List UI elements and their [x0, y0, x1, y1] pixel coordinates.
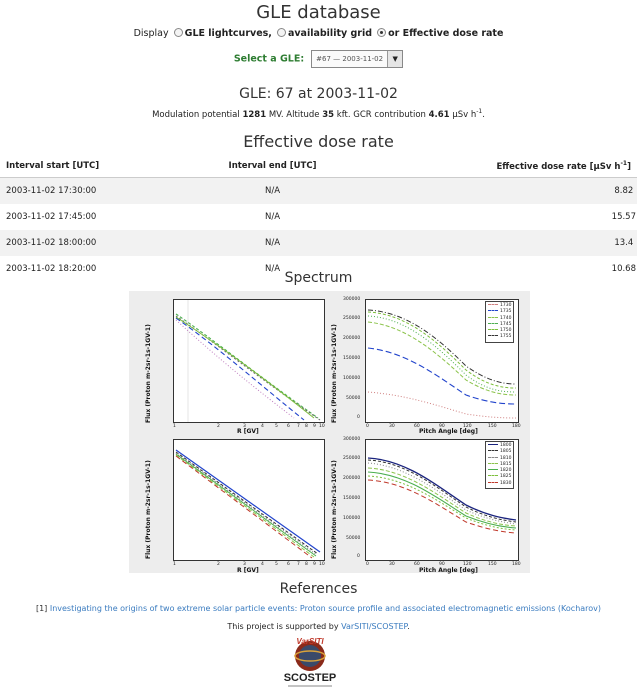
- gle-select-label: Select a GLE:: [233, 53, 305, 65]
- radio-lightcurves[interactable]: [174, 28, 183, 37]
- tick-label: 10: [319, 424, 325, 429]
- tick-label: 0: [366, 562, 369, 567]
- tick-label: 9: [313, 562, 316, 567]
- tick-label: 150000: [343, 356, 361, 361]
- radio-effective-dose[interactable]: [377, 28, 386, 37]
- gcr-value: 4.61: [428, 109, 450, 120]
- tick-label: 300000: [343, 297, 361, 302]
- gle-select-value: #67 — 2003-11-02: [316, 55, 384, 63]
- tick-label: 30: [389, 562, 395, 567]
- tick-label: 2: [217, 562, 220, 567]
- tick-label: 30: [389, 424, 395, 429]
- reference-number: [1]: [35, 604, 48, 613]
- row-start: 2003-11-02 18:20:00: [6, 264, 97, 274]
- y-axis-label: Flux (Proton m-2sr-1s-1GV-1): [145, 460, 152, 559]
- tick-label: 200000: [343, 476, 361, 481]
- legend-entry: 1730: [500, 303, 512, 308]
- tick-label: 60: [414, 424, 420, 429]
- row-end: N/A: [264, 212, 281, 222]
- tick-label: 5: [275, 562, 278, 567]
- display-prefix: Display: [133, 28, 169, 39]
- tick-label: 4: [261, 562, 264, 567]
- tick-label: 90: [439, 562, 445, 567]
- row-start: 2003-11-02 17:45:00: [6, 212, 97, 222]
- tick-label: 180: [512, 424, 521, 429]
- y-axis-label: Flux (Proton m-2sr-1s-1GV-1): [145, 324, 152, 423]
- tick-label: 6: [287, 424, 290, 429]
- col-dose-rate: [362, 155, 637, 178]
- tick-label: 100000: [343, 376, 361, 381]
- legend-entry: 1735: [500, 309, 512, 315]
- tick-label: 90: [439, 424, 445, 429]
- gle-heading: GLE: 67 at 2003-11-02: [239, 86, 398, 102]
- tick-label: 250000: [343, 316, 361, 321]
- dose-table: [0, 155, 637, 282]
- tick-label: 0: [357, 415, 360, 420]
- tick-label: 5: [275, 424, 278, 429]
- tick-label: 300000: [343, 437, 361, 442]
- tick-label: 7: [297, 424, 300, 429]
- tick-label: 120: [463, 424, 472, 429]
- row-end: N/A: [183, 178, 361, 205]
- spectrum-curves: [174, 440, 324, 560]
- modulation-info: [0, 108, 637, 120]
- row-rate: 8.82: [362, 178, 637, 205]
- y-axis-label: Flux (Proton m-2sr-1s-1GV-1): [331, 460, 338, 559]
- row-start: 2003-11-02 18:00:00: [0, 230, 183, 256]
- col-interval-end: Interval end [UTC]: [183, 155, 361, 178]
- col-dose-rate-close: ]: [627, 161, 631, 172]
- logo-text-top: VarSITI: [296, 637, 324, 646]
- modulation-unit: MV. Altitude: [268, 109, 320, 120]
- altitude-unit: kft. GCR contribution: [336, 109, 426, 120]
- tick-label: 10: [319, 562, 325, 567]
- col-dose-rate-exp: -1: [620, 160, 628, 168]
- gcr-unit: μSv h: [452, 109, 477, 120]
- altitude-value: 35: [322, 109, 335, 120]
- spectrum-figure: [129, 291, 530, 573]
- row-start: 2003-11-02 17:30:00: [0, 178, 183, 205]
- legend-entry: 1745: [500, 321, 512, 327]
- legend-entry: 1805: [500, 449, 512, 455]
- tick-label: 100000: [343, 516, 361, 521]
- y-axis-label: Flux (Proton m-2sr-1s-1GV-1): [331, 324, 338, 423]
- tick-label: 7: [297, 562, 300, 567]
- modulation-value: 1281: [242, 109, 267, 120]
- tick-label: 3: [243, 424, 246, 429]
- dose-heading: Effective dose rate: [243, 132, 394, 151]
- legend-entry: 1750: [500, 328, 512, 334]
- radio-effective-dose-label[interactable]: or Effective dose rate: [388, 28, 504, 39]
- row-rate: 13.4: [362, 230, 637, 256]
- tick-label: 4: [261, 424, 264, 429]
- x-axis-label: Pitch Angle [deg]: [419, 567, 478, 574]
- tick-label: 6: [287, 562, 290, 567]
- tick-label: 250000: [343, 456, 361, 461]
- plot-rigidity-top: [173, 299, 325, 423]
- row-end: N/A: [183, 230, 361, 256]
- legend-entry: 1820: [500, 468, 512, 474]
- x-axis-label: R [GV]: [237, 567, 259, 574]
- spectrum-curves: [174, 300, 324, 422]
- legend-entry: 1755: [500, 334, 512, 340]
- tick-label: 9: [313, 424, 316, 429]
- legend-top: [485, 301, 514, 343]
- radio-availability-grid[interactable]: [277, 28, 286, 37]
- x-axis-label: R [GV]: [237, 428, 259, 435]
- table-row: [0, 230, 637, 256]
- plot-rigidity-bottom: [173, 439, 325, 561]
- tick-label: 0: [366, 424, 369, 429]
- legend-bottom: [485, 441, 514, 489]
- tick-label: 200000: [343, 336, 361, 341]
- support-prefix: This project is supported by: [227, 622, 339, 631]
- col-interval-start: Interval start [UTC]: [0, 155, 183, 178]
- support-suffix: .: [407, 622, 410, 631]
- page-title: GLE database: [256, 2, 381, 23]
- logo-text-bottom: SCOSTEP: [283, 672, 337, 684]
- x-axis-label: Pitch Angle [deg]: [419, 428, 478, 435]
- scostep-logo[interactable]: [278, 634, 342, 692]
- legend-entry: 1830: [500, 480, 512, 486]
- tick-label: 150000: [343, 496, 361, 501]
- radio-availability-label[interactable]: availability grid: [287, 28, 373, 39]
- support-line: [0, 622, 637, 631]
- tick-label: 2: [217, 424, 220, 429]
- references-heading: References: [279, 581, 358, 597]
- tick-label: 1: [173, 424, 176, 429]
- legend-entry: 1815: [500, 461, 512, 467]
- table-row: [0, 178, 637, 205]
- chevron-down-icon[interactable]: ▼: [387, 51, 402, 67]
- radio-lightcurves-label[interactable]: GLE lightcurves,: [184, 28, 272, 39]
- tick-label: 8: [305, 562, 308, 567]
- modulation-prefix: Modulation potential: [152, 109, 240, 120]
- tick-label: 180: [512, 562, 521, 567]
- tick-label: 50000: [346, 536, 361, 541]
- tick-label: 60: [414, 562, 420, 567]
- legend-entry: 1740: [500, 315, 512, 321]
- row-rate: 15.57: [611, 212, 636, 222]
- dose-header-row: [0, 155, 637, 178]
- tick-label: 50000: [346, 396, 361, 401]
- gle-select-row: [0, 50, 637, 68]
- tick-label: 150: [488, 562, 497, 567]
- spectrum-heading: Spectrum: [284, 270, 353, 286]
- row-rate: 10.68: [611, 264, 636, 274]
- table-row: [0, 204, 637, 230]
- display-options: [0, 28, 637, 39]
- support-link[interactable]: VarSITI/SCOSTEP: [341, 622, 408, 631]
- reference-item: [0, 604, 637, 613]
- tick-label: 120: [463, 562, 472, 567]
- legend-entry: 1810: [500, 455, 512, 461]
- reference-link[interactable]: Investigating the origins of two extreme solar particle events: Proton source profile and associated electromagnetic emissions (Kocharov): [49, 604, 602, 613]
- tick-label: 1: [173, 562, 176, 567]
- row-end: N/A: [264, 264, 281, 274]
- legend-entry: 1800: [500, 443, 512, 448]
- tick-label: 8: [305, 424, 308, 429]
- logo-graphic: [278, 634, 342, 692]
- col-dose-rate-label: Effective dose rate [μSv h: [496, 161, 621, 172]
- gcr-end: .: [482, 109, 485, 120]
- legend-entry: 1825: [500, 474, 512, 480]
- tick-label: 0: [357, 554, 360, 559]
- gcr-exponent: -1: [476, 108, 483, 115]
- tick-label: 150: [488, 424, 497, 429]
- gle-select[interactable]: [311, 50, 403, 68]
- tick-label: 3: [243, 562, 246, 567]
